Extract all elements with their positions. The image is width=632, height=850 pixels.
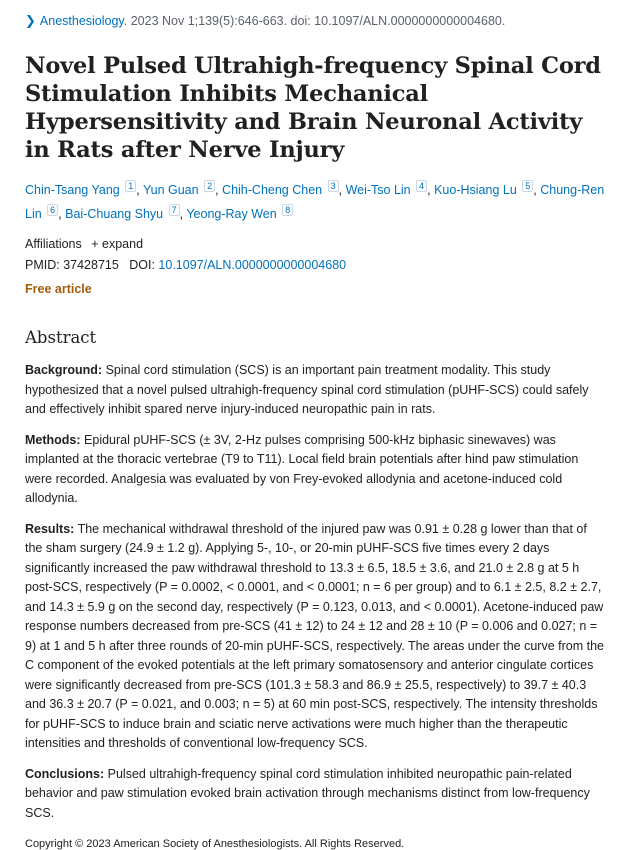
section-text: The mechanical withdrawal threshold of the injured paw was 0.91 ± 0.28 g lower than that of the sham surgery (24.9 ± 1.2 g). Applying 5-, 10-, or 20-min pUHF-SCS five times every 2 days significantly increased the paw withdrawal threshold to 13.3 ± 6.5, 18.5 ± 3.6, and 21.0 ± 2.8 g at 5 h post-SCS, respectively (P = 0.0002, < 0.0001, and < 0.0001; n = 6 per group) and to 6.1 ± 2.5, 8.2 ± 2.7, and 14.3 ± 5.9 g on the second day, respectively (P = 0.123, 0.013, and < 0.0001). Acetone-induced paw response numbers decreased from pre-SCS (41 ± 12) to 24 ± 12 and 28 ± 10 (P = 0.006 and 0.027; n = 9) at 1 and 5 h after three rounds of 20-min pUHF-SCS, respectively. The areas under the curve from the C component of the evoked potentials at the left primary somatosensory and anterior cingulate cortices were significantly decreased from pre-SCS (101.3 ± 58.3 and 86.9 ± 25.5, respectively) to 39.7 ± 40.3 and 36.3 ± 20.7 (P = 0.021, and 0.003; n = 5) at 60 min post-SCS, respectively. The intensity thresholds for pUHF-SCS to induce brain and sciatic nerve activations were much higher than the therapeutic intensities and thresholds of conventional low-frequency SCS.: [25, 521, 604, 751]
affiliations-label: Affiliations: [25, 237, 82, 252]
author-list: [25, 176, 607, 224]
author-link[interactable]: Chung-Ren Lin: [25, 183, 605, 222]
affiliation-number[interactable]: 1: [125, 180, 136, 192]
author-separator: ,: [215, 183, 223, 198]
affiliation-number[interactable]: 5: [522, 180, 533, 192]
chevron-right-icon: ❯: [25, 13, 36, 28]
citation-line: [25, 12, 607, 30]
section-text: Spinal cord stimulation (SCS) is an important pain treatment modality. This study hypothesized that a novel pulsed ultrahigh-frequency spinal cord stimulation (pUHF-SCS) could safely and effectively inhibit spared nerve injury-induced neuropathic pain in rats.: [25, 363, 589, 417]
affiliation-number[interactable]: 4: [416, 180, 427, 192]
abstract-results: [25, 520, 607, 754]
abstract-methods: [25, 431, 607, 509]
citation-details: 2023 Nov 1;139(5):646-663. doi: 10.1097/ALN.0000000000004680.: [127, 14, 506, 28]
copyright-notice: Copyright © 2023 American Society of Anesthesiologists. All Rights Reserved.: [25, 838, 405, 850]
author-separator: ,: [179, 207, 187, 222]
affiliation-number[interactable]: 3: [328, 180, 339, 192]
abstract-body: [25, 361, 607, 823]
author-link[interactable]: Wei-Tso Lin: [345, 183, 411, 198]
journal-link[interactable]: Anesthesiology.: [39, 14, 128, 28]
affiliations-row: [25, 234, 607, 255]
doi-link[interactable]: 10.1097/ALN.0000000000004680: [158, 258, 347, 273]
author-separator: ,: [338, 183, 346, 198]
affiliation-number[interactable]: 2: [204, 180, 215, 192]
pmid: PMID: 37428715: [25, 258, 119, 273]
abstract-heading: Abstract: [25, 328, 97, 348]
affiliation-number[interactable]: 7: [169, 204, 180, 216]
plus-icon[interactable]: +: [91, 237, 99, 252]
author-link[interactable]: Kuo-Hsiang Lu: [434, 183, 517, 198]
free-article-badge[interactable]: Free article: [25, 282, 92, 297]
doi-label: DOI:: [129, 258, 155, 273]
section-label: Results:: [25, 521, 75, 536]
article-title: Novel Pulsed Ultrahigh-frequency Spinal Cord Stimulation Inhibits Mechanical Hypersensitivity and Brain Neuronal Activity in Rats after Nerve Injury: [25, 53, 601, 163]
author-link[interactable]: Chin-Tsang Yang: [25, 183, 120, 198]
author-separator: ,: [136, 183, 143, 198]
section-label: Background:: [25, 363, 103, 378]
section-label: Conclusions:: [25, 766, 105, 781]
article-meta: [25, 234, 607, 300]
section-label: Methods:: [25, 432, 81, 447]
author-separator: ,: [533, 183, 541, 198]
author-link[interactable]: Bai-Chuang Shyu: [65, 207, 164, 222]
abstract-conclusions: [25, 765, 607, 824]
affiliation-number[interactable]: 8: [282, 204, 293, 216]
author-link[interactable]: Yun Guan: [142, 183, 199, 198]
section-text: Epidural pUHF-SCS (± 3V, 2-Hz pulses comprising 500-kHz biphasic sinewaves) was implanted at the thoracic vertebrae (T9 to T11). Local field brain potentials after hind paw stimulation were recorded. Analgesia was evaluated by von Frey-evoked allodynia and acetone-induced cold allodynia.: [25, 432, 579, 506]
author-link[interactable]: Yeong-Ray Wen: [186, 207, 277, 222]
expand-toggle[interactable]: expand: [102, 237, 144, 252]
author-separator: ,: [427, 183, 435, 198]
author-link[interactable]: Chih-Cheng Chen: [222, 183, 323, 198]
affiliation-number[interactable]: 6: [47, 204, 58, 216]
author-separator: ,: [58, 207, 66, 222]
identifiers-row: [25, 255, 607, 276]
abstract-background: [25, 361, 607, 420]
section-text: Pulsed ultrahigh-frequency spinal cord stimulation inhibited neuropathic pain-related behavior and paw stimulation evoked brain activation through mechanisms distinct from low-frequency SCS.: [25, 766, 590, 820]
